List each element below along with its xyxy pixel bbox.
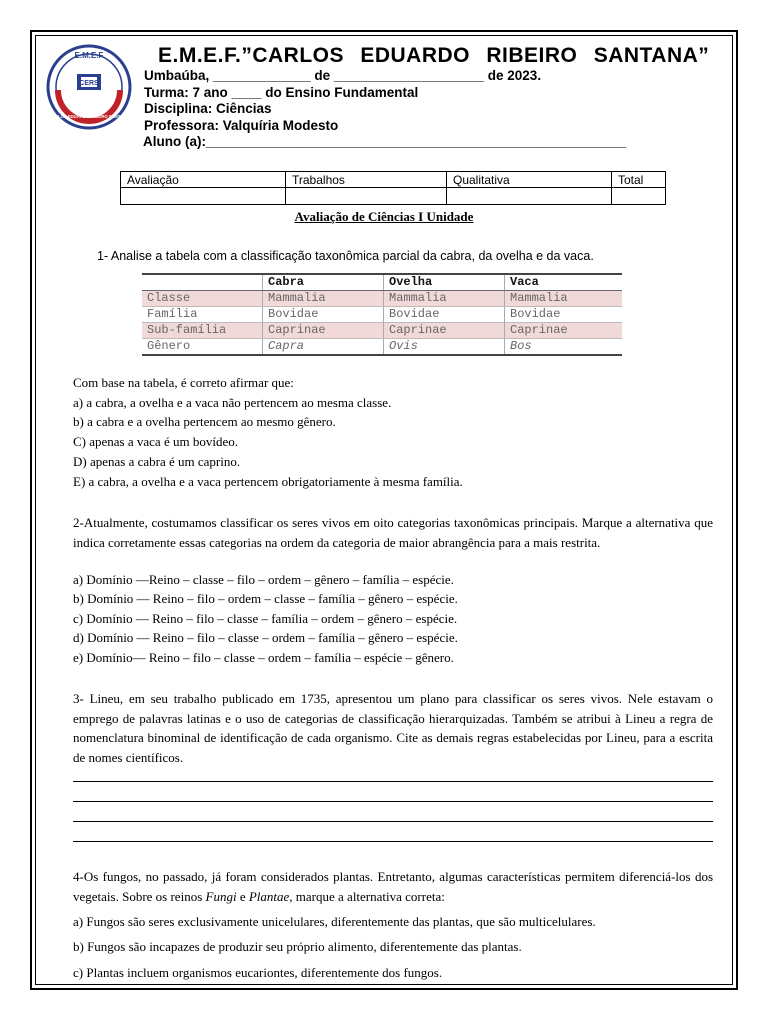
taxonomy-cell: Gênero — [142, 339, 263, 356]
school-logo — [46, 44, 132, 130]
taxonomy-header-blank — [142, 274, 263, 291]
taxonomy-row-classe — [142, 291, 622, 307]
taxonomy-cell: Bovidae — [510, 307, 561, 321]
q1-option-e[interactable]: E) a cabra, a ovelha e a vaca pertencem obrigatoriamente à mesma família. — [73, 474, 463, 489]
q4-and: e — [236, 888, 249, 904]
q4-prompt-a: 4-Os fungos, no passado, já foram considerados plantas. Entretanto, algumas características permitem diferenciá-los dos vegetais. Sobre os reinos — [73, 869, 713, 904]
q4-prompt — [73, 867, 713, 906]
q1-prompt: 1- Analise a tabela com a classificação taxonômica parcial da cabra, da ovelha e da vaca. — [97, 249, 594, 263]
taxonomy-row-subfamilia — [142, 323, 622, 339]
q2-option-b[interactable]: b) Domínio — Reino – filo – ordem – classe – família – gênero – espécie. — [73, 591, 458, 606]
grades-cell-avaliacao[interactable] — [121, 188, 286, 205]
q1-option-b[interactable]: b) a cabra e a ovelha pertencem ao mesmo gênero. — [73, 414, 336, 429]
taxonomy-cell: Sub-família — [142, 323, 263, 339]
q1-option-c[interactable]: C) apenas a vaca é um bovídeo. — [73, 434, 238, 449]
taxonomy-header-cabra: Cabra — [263, 274, 384, 291]
logo-ring-text: CARLOS EDUARDO RIBEIRO SANTANA — [49, 114, 129, 119]
q4-plantae: Plantae — [248, 888, 290, 904]
q4-prompt-b: , marque a alternativa correta: — [289, 888, 445, 904]
grades-col-trabalhos: Trabalhos — [286, 172, 447, 188]
logo-center-text: CERS — [79, 80, 99, 87]
taxonomy-cell: Família — [142, 307, 263, 323]
school-name: E.M.E.F.”CARLOS EDUARDO RIBEIRO SANTANA” — [158, 44, 710, 67]
taxonomy-row-genero — [142, 339, 622, 356]
taxonomy-cell: Classe — [142, 291, 263, 307]
q2-prompt: 2-Atualmente, costumamos classificar os seres vivos em oito categorias taxonômicas principais. Marque a alternativa que indica corretamente essas categorias na ordem da categoria de maior abrangência para a mais restrita. — [73, 515, 713, 550]
city-date-line: Umbaúba, _____________ de ____________________ de 2023. — [144, 68, 542, 83]
q3-answer-line[interactable] — [73, 841, 713, 842]
q4-option-c[interactable]: c) Plantas incluem organismos eucariontes, diferentemente dos fungos. — [73, 965, 443, 980]
taxonomy-cell: Bovidae — [384, 307, 505, 323]
taxonomy-table — [142, 273, 622, 356]
grades-table — [120, 171, 666, 205]
taxonomy-cell: Mammalia — [505, 291, 623, 307]
q3-answer-line[interactable] — [73, 821, 713, 822]
q3-answer-line[interactable] — [73, 801, 713, 802]
q1-option-a[interactable]: a) a cabra, a ovelha e a vaca não pertencem ao mesma classe. — [73, 395, 392, 410]
class-line: Turma: 7 ano ____ do Ensino Fundamental — [144, 85, 419, 100]
subject-line: Disciplina: Ciências — [144, 101, 272, 116]
q2-option-d[interactable]: d) Domínio — Reino – filo – classe – ordem – família – gênero – espécie. — [73, 630, 458, 645]
taxonomy-cell: Caprinae — [505, 323, 623, 339]
taxonomy-header-ovelha: Ovelha — [384, 274, 505, 291]
q1-stem: Com base na tabela, é correto afirmar que: — [73, 375, 294, 390]
q1-option-d[interactable]: D) apenas a cabra é um caprino. — [73, 454, 241, 469]
taxonomy-cell: Capra — [263, 339, 384, 356]
taxonomy-cell: Bovidae — [263, 307, 384, 323]
taxonomy-header-vaca: Vaca — [505, 274, 623, 291]
grades-cell-trabalhos[interactable] — [286, 188, 447, 205]
q4-option-a[interactable]: a) Fungos são seres exclusivamente unicelulares, diferentemente das plantas, que são multicelulares. — [73, 914, 596, 929]
taxonomy-cell: Bos — [505, 339, 623, 356]
student-line: Aluno (a):________________________________________________________ — [143, 134, 627, 149]
q3-prompt: 3- Lineu, em seu trabalho publicado em 1735, apresentou um plano para classificar os seres vivos. Nele estavam o emprego de palavras latinas e o uso de categorias de classificação hierarquizadas. Também se atribui à Lineu a regra de nomenclatura binominal de identificação de cada organismo. Cite as demais regras estabelecidas por Lineu, para a escrita de nomes científicos. — [73, 691, 713, 765]
grades-cell-qualitativa[interactable] — [447, 188, 612, 205]
grades-header-row — [121, 172, 666, 188]
grades-value-row — [121, 188, 666, 205]
taxonomy-cell: Mammalia — [263, 291, 384, 307]
taxonomy-row-familia — [142, 307, 622, 323]
exam-title: Avaliação de Ciências I Unidade — [294, 209, 474, 224]
taxonomy-cell: Caprinae — [384, 323, 505, 339]
q2-option-e[interactable]: e) Domínio— Reino – filo – classe – ordem – família – espécie – gênero. — [73, 650, 454, 665]
taxonomy-cell: Mammalia — [384, 291, 505, 307]
grades-col-avaliacao: Avaliação — [121, 172, 286, 188]
grades-col-total: Total — [612, 172, 666, 188]
q4-fungi: Fungi — [205, 888, 237, 904]
taxonomy-cell: Ovis — [384, 339, 505, 356]
taxonomy-header-row — [142, 274, 622, 291]
logo-top-text: E.M.E.F — [74, 51, 104, 60]
grades-cell-total[interactable] — [612, 188, 666, 205]
q2-option-c[interactable]: c) Domínio — Reino – filo – classe – família – ordem – gênero – espécie. — [73, 611, 458, 626]
grades-col-qualitativa: Qualitativa — [447, 172, 612, 188]
teacher-line: Professora: Valquíria Modesto — [144, 118, 339, 133]
q3-answer-line[interactable] — [73, 781, 713, 782]
q2-option-a[interactable]: a) Domínio —Reino – classe – filo – ordem – gênero – família – espécie. — [73, 572, 454, 587]
q4-option-b[interactable]: b) Fungos são incapazes de produzir seu próprio alimento, diferentemente das plantas. — [73, 939, 522, 954]
taxonomy-cell: Caprinae — [263, 323, 384, 339]
